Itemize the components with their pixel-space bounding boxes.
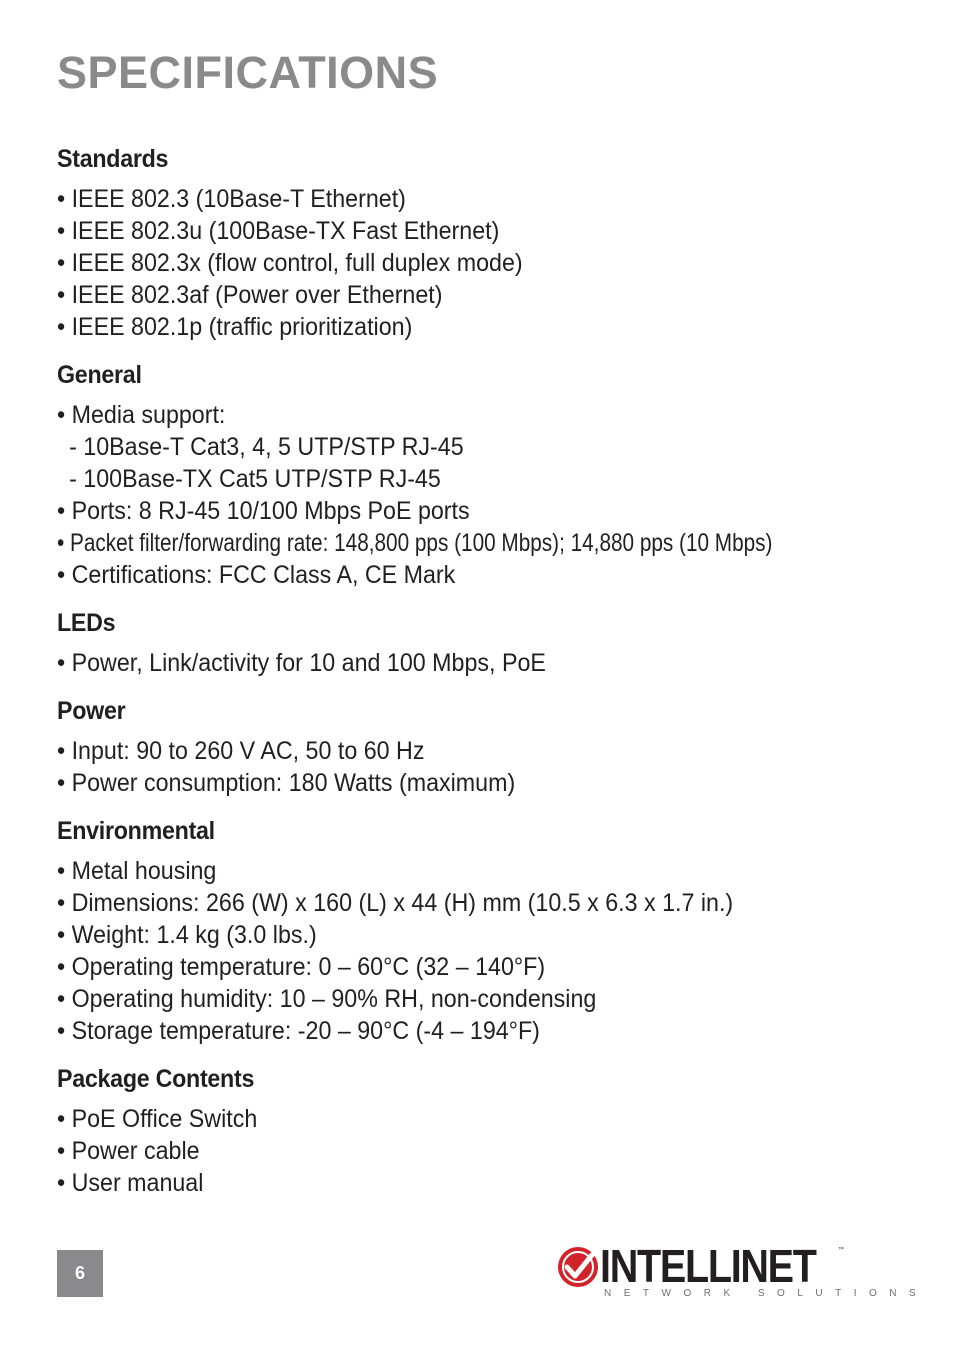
checkmark-circle-icon <box>556 1245 600 1289</box>
list-item: • Storage temperature: -20 – 90°C (-4 – 194°F) <box>57 1017 540 1045</box>
section-package-contents <box>57 1063 917 1199</box>
section-environmental <box>57 815 917 1047</box>
list-item: • Power cable <box>57 1137 200 1165</box>
list-item: • Power, Link/activity for 10 and 100 Mbps, PoE <box>57 649 546 677</box>
list-item: • PoE Office Switch <box>57 1105 258 1133</box>
intellinet-logo <box>556 1240 929 1305</box>
list-item: • Operating humidity: 10 – 90% RH, non-condensing <box>57 985 597 1013</box>
section-power <box>57 695 917 799</box>
list-item: • Dimensions: 266 (W) x 160 (L) x 44 (H) mm (10.5 x 6.3 x 1.7 in.) <box>57 889 734 917</box>
list-item: • Input: 90 to 260 V AC, 50 to 60 Hz <box>57 737 425 765</box>
page-number <box>57 1250 103 1297</box>
spec-list <box>57 183 917 343</box>
list-item: • IEEE 802.3u (100Base-TX Fast Ethernet) <box>57 217 500 245</box>
list-item: • IEEE 802.3 (10Base-T Ethernet) <box>57 185 406 213</box>
list-item: • User manual <box>57 1169 204 1197</box>
list-item: • Metal housing <box>57 857 217 885</box>
section-heading: General <box>57 361 142 389</box>
list-item: • Ports: 8 RJ-45 10/100 Mbps PoE ports <box>57 497 470 525</box>
list-item: • Weight: 1.4 kg (3.0 lbs.) <box>57 921 317 949</box>
logo-tagline: NETWORK SOLUTIONS <box>604 1288 929 1299</box>
logo-brand: INTELLINET <box>600 1240 816 1292</box>
section-standards <box>57 143 917 343</box>
list-item: • Media support: <box>57 401 226 429</box>
spec-list <box>57 1103 917 1199</box>
list-item: • IEEE 802.3af (Power over Ethernet) <box>57 281 443 309</box>
section-leds <box>57 607 917 679</box>
list-item: • Power consumption: 180 Watts (maximum) <box>57 769 516 797</box>
specifications-content <box>57 143 917 1215</box>
section-general <box>57 359 917 591</box>
spec-list <box>57 735 917 799</box>
list-subitem: - 10Base-T Cat3, 4, 5 UTP/STP RJ-45 <box>69 433 464 461</box>
section-heading: Package Contents <box>57 1065 255 1093</box>
page-title: SPECIFICATIONS <box>57 47 439 98</box>
list-item: • Operating temperature: 0 – 60°C (32 – 140°F) <box>57 953 546 981</box>
list-subitem: - 100Base-TX Cat5 UTP/STP RJ-45 <box>69 465 441 493</box>
list-item: • Packet filter/forwarding rate: 148,800 pps (100 Mbps); 14,880 pps (10 Mbps) <box>57 529 773 557</box>
section-heading: LEDs <box>57 609 116 637</box>
spec-list <box>57 855 917 1047</box>
section-heading: Standards <box>57 145 169 173</box>
spec-list <box>57 399 917 591</box>
list-item: • IEEE 802.3x (flow control, full duplex mode) <box>57 249 523 277</box>
list-item: • Certifications: FCC Class A, CE Mark <box>57 561 456 589</box>
section-heading: Environmental <box>57 817 215 845</box>
section-heading: Power <box>57 697 126 725</box>
list-item: • IEEE 802.1p (traffic prioritization) <box>57 313 413 341</box>
page-number-label: 6 <box>74 1263 85 1283</box>
spec-list <box>57 647 917 679</box>
logo-trademark: ™ <box>838 1247 844 1253</box>
